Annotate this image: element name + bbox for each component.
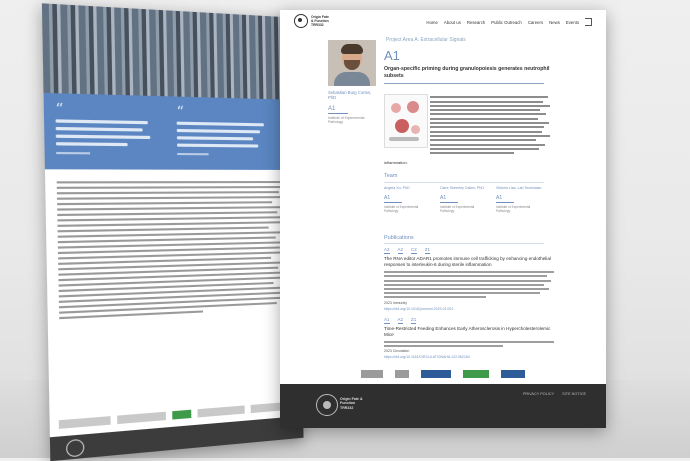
footer-links	[523, 392, 586, 396]
publication-authors	[384, 339, 554, 350]
text-line	[384, 341, 554, 343]
text-line	[384, 292, 540, 294]
publication-title: Time-Restricted Feeding Enhances Early Atherosclerosis in Hypercholesterolemic Mice	[384, 326, 551, 337]
title-divider	[384, 83, 544, 84]
partner-logo	[421, 370, 451, 378]
text-line	[430, 148, 539, 150]
pi-role: Institute of Experimental Pathology	[328, 116, 365, 124]
text-line	[57, 201, 272, 205]
publication-journal: 2023 Circulation	[384, 349, 410, 353]
quote-mark-icon: “	[55, 100, 64, 119]
left-page-mockup	[42, 3, 304, 461]
partner-logo	[463, 370, 489, 378]
body-text	[45, 169, 301, 319]
text-line	[430, 101, 543, 103]
member-tag[interactable]: A1	[440, 195, 447, 202]
team-heading: Team	[384, 173, 398, 179]
trr332-emblem-icon	[294, 14, 308, 28]
login-icon[interactable]	[585, 18, 592, 26]
project-page	[280, 10, 606, 428]
footer-brand: Origin Fate & Function TRR332	[340, 397, 363, 410]
publication-tag[interactable]: A2	[397, 317, 404, 322]
publication-title: The RNA editor ADAR1 promotes immune cell trafficking by enhancing endothelial responses to interleukin-6 during sterile inflammation	[384, 256, 551, 267]
text-line	[430, 105, 550, 107]
publication-tag[interactable]: C2	[411, 247, 417, 252]
text-line	[384, 275, 547, 277]
publication-tag[interactable]: Z1	[424, 247, 431, 252]
text-line	[57, 186, 283, 189]
quote-mark-icon: “	[176, 103, 185, 121]
nav-home[interactable]: Home	[426, 19, 438, 25]
quote-block	[176, 103, 271, 156]
team-divider	[384, 182, 544, 183]
text-line	[430, 135, 550, 137]
pi-card	[328, 90, 376, 124]
text-line	[430, 139, 536, 141]
text-line	[430, 96, 548, 98]
publication-journal: 2023 Immunity	[384, 301, 407, 305]
site-notice-link[interactable]: SITE NOTICE	[562, 392, 586, 396]
text-line	[430, 131, 542, 133]
project-abstract	[430, 94, 550, 156]
text-line	[57, 196, 288, 200]
nav-research[interactable]: Research	[466, 19, 486, 25]
publication-tags	[384, 317, 416, 324]
site-logo[interactable]	[294, 14, 329, 28]
project-figure	[384, 94, 428, 148]
left-page-sheet	[42, 3, 304, 461]
member-role: Institute of Experimental Pathology	[496, 205, 531, 214]
publication-doi-link[interactable]: https://doi.org/10.1161/CIRCULATIONAHA.122.062184	[384, 355, 470, 359]
member-role: Institute of Experimental Pathology	[440, 205, 475, 214]
project-title: Organ-specific priming during granulopoiesis generates neutrophil subsets	[384, 66, 550, 79]
nav-careers[interactable]: Careers	[527, 19, 544, 25]
top-navigation	[280, 10, 606, 34]
member-tag[interactable]: A1	[496, 195, 503, 202]
partner-logo	[501, 370, 525, 378]
publication-tag[interactable]: A1	[384, 317, 390, 322]
pi-photo	[328, 40, 376, 86]
partner-logo	[361, 370, 383, 378]
nav-public-outreach[interactable]: Public Outreach	[491, 19, 522, 25]
publications-divider	[384, 243, 544, 244]
member-name[interactable]: Viktoria Lisa, Lab Technician	[496, 186, 542, 190]
text-line	[384, 280, 551, 282]
team-member	[496, 186, 542, 213]
member-name[interactable]: Clare Sheerley Callen, PhD	[440, 186, 484, 190]
text-line	[430, 109, 540, 111]
text-line	[430, 144, 545, 146]
publication-tag[interactable]: A2	[384, 247, 390, 252]
text-line	[384, 296, 486, 298]
text-line	[384, 288, 549, 290]
publication-tags	[384, 247, 430, 254]
member-role: Institute of Experimental Pathology	[384, 205, 419, 214]
text-line	[57, 211, 277, 216]
project-code: A1	[384, 48, 400, 63]
site-footer	[280, 384, 606, 428]
trr332-emblem-icon	[316, 394, 338, 416]
text-line	[57, 206, 285, 210]
text-line	[57, 191, 279, 194]
text-line	[430, 126, 544, 128]
publications-heading: Publications	[384, 235, 414, 241]
text-line	[430, 122, 549, 124]
quote-band	[44, 93, 299, 170]
text-line	[430, 113, 546, 115]
group-photo	[42, 3, 298, 100]
project-area-label: Project Area A: Extracellular Signals	[386, 37, 466, 43]
nav-events[interactable]: Events	[565, 19, 579, 25]
pi-name[interactable]: Sebastian Burg Cortes, PhD	[328, 90, 372, 100]
nav-news[interactable]: News	[549, 19, 560, 25]
text-line	[430, 118, 538, 120]
abstract-tail: inflammation.	[384, 160, 408, 165]
text-line	[384, 345, 503, 347]
publication-tag[interactable]: A2	[397, 247, 404, 252]
team-member	[384, 186, 430, 213]
text-line	[430, 152, 514, 154]
quote-block	[55, 100, 158, 155]
publication-doi-link[interactable]: https://doi.org/10.1016/j.immuni.2023.01.001	[384, 307, 454, 311]
main-nav	[426, 18, 592, 26]
text-line	[384, 284, 544, 286]
brand-name: Origin Fate & Function TRR332	[311, 15, 329, 27]
publication-authors	[384, 269, 554, 301]
nav-about[interactable]: About us	[443, 19, 461, 25]
partner-logo	[395, 370, 409, 378]
pi-project-tag[interactable]: A1	[328, 106, 336, 112]
text-line	[384, 271, 554, 273]
member-name[interactable]: Angela Xu, PhD	[384, 186, 410, 190]
team-member	[440, 186, 486, 213]
text-line	[57, 181, 290, 183]
member-tag[interactable]: A1	[384, 195, 391, 202]
privacy-policy-link[interactable]: PRIVACY POLICY	[522, 392, 555, 396]
publication-tag[interactable]: Z1	[411, 317, 417, 322]
trr332-logo-icon	[66, 439, 84, 458]
partner-logos	[280, 362, 606, 386]
